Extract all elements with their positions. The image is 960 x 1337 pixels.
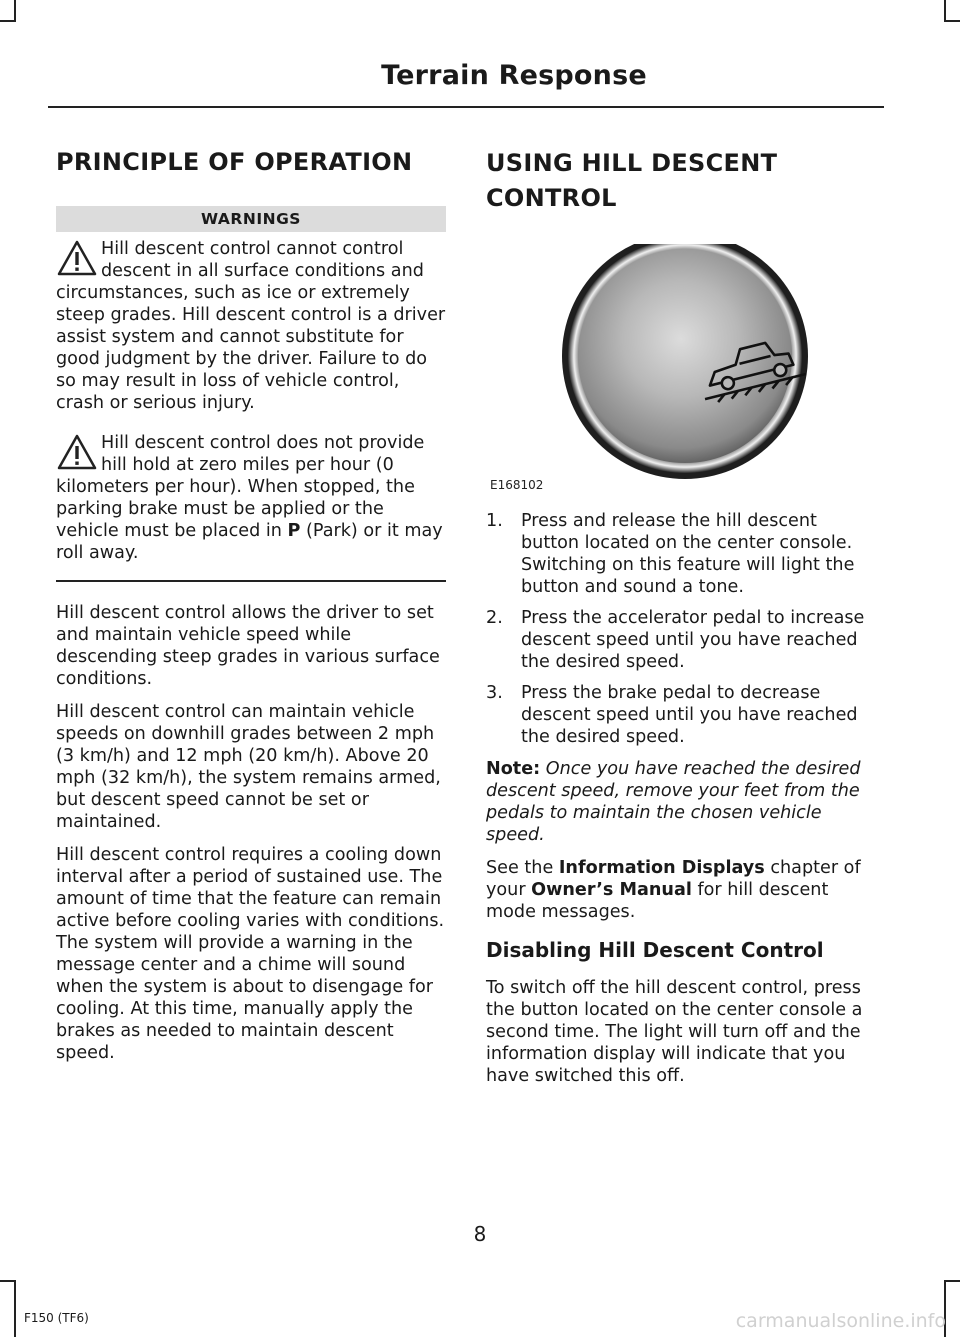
warning-2: [56, 430, 446, 564]
crop-mark: [14, 0, 16, 22]
list-item: 3. Press the brake pedal to decrease descent speed until you have reached the desired speed.: [486, 683, 858, 747]
subheading: Disabling Hill Descent Control: [486, 938, 824, 962]
warning-2-text: Hill descent control does not provide hill hold at zero miles per hour (0 kilometers per hour). When stopped, the parking brake must be applied or the vehicle must be placed in P (Park) or it may roll away.: [56, 433, 443, 563]
crop-mark: [14, 1280, 16, 1337]
divider: [56, 580, 446, 582]
paragraph: Hill descent control allows the driver to set and maintain vehicle speed while descending steep grades in various surface conditions.: [56, 603, 440, 689]
figure-label: E168102: [490, 478, 544, 492]
crop-mark: [0, 1280, 16, 1282]
list-item: 1. Press and release the hill descent button located on the center console. Switching on this feature will light the button and sound a tone.: [486, 511, 855, 597]
warning-1: [56, 236, 446, 414]
page-header-title: Terrain Response: [381, 60, 647, 91]
warning-triangle-icon: [56, 239, 100, 277]
left-body: [56, 602, 446, 1064]
hill-descent-button-icon: [486, 244, 880, 494]
note: Note: Once you have reached the desired descent speed, remove your feet from the pedals to maintain the chosen vehicle speed.: [486, 759, 861, 845]
warning-1-text: Hill descent control cannot control descent in all surface conditions and circumstances, such as ice or extremely steep grades. Hill descent control is a driver assist system and cannot substitute for good judgment by the driver. Failure to do so may result in loss of vehicle control, crash or serious injury.: [56, 239, 446, 413]
model-code: F150 (TF6): [24, 1311, 89, 1325]
steps-list: [486, 510, 880, 748]
crop-mark: [0, 20, 16, 22]
right-column: [486, 140, 880, 1087]
section-heading: USING HILL DESCENT CONTROL: [486, 149, 778, 212]
paragraph: To switch off the hill descent control, press the button located on the center console a second time. The light will turn off and the information display will indicate that you have switched this off.: [486, 978, 863, 1086]
hill-descent-button-figure: [486, 244, 880, 494]
crop-mark: [944, 20, 960, 22]
paragraph: Hill descent control requires a cooling down interval after a period of sustained use. The amount of time that the feature can remain active before cooling varies with conditions. The system will provide a warning in the message center and a chime will sound when the system is about to disengage for cooling. At this time, manually apply the brakes as needed to maintain descent speed.: [56, 845, 445, 1063]
warnings-label: WARNINGS: [56, 206, 446, 232]
left-column: [56, 140, 446, 1075]
warning-triangle-icon: [56, 433, 100, 471]
header-rule: [48, 106, 884, 108]
crop-mark: [944, 1280, 960, 1282]
crop-mark: [944, 0, 946, 22]
section-heading: PRINCIPLE OF OPERATION: [56, 148, 413, 176]
park-gear-label: P: [287, 521, 301, 541]
watermark: carmanualsonline.info: [735, 1310, 946, 1332]
see-reference: See the Information Displays chapter of your Owner’s Manual for hill descent mode messages.: [486, 858, 861, 922]
page-number: 8: [473, 1222, 487, 1246]
paragraph: Hill descent control can maintain vehicle speeds on downhill grades between 2 mph (3 km/h) and 12 mph (20 km/h). Above 20 mph (32 km/h), the system remains armed, but descent speed cannot be set or maintained.: [56, 702, 441, 832]
list-item: 2. Press the accelerator pedal to increase descent speed until you have reached the desired speed.: [486, 608, 865, 672]
